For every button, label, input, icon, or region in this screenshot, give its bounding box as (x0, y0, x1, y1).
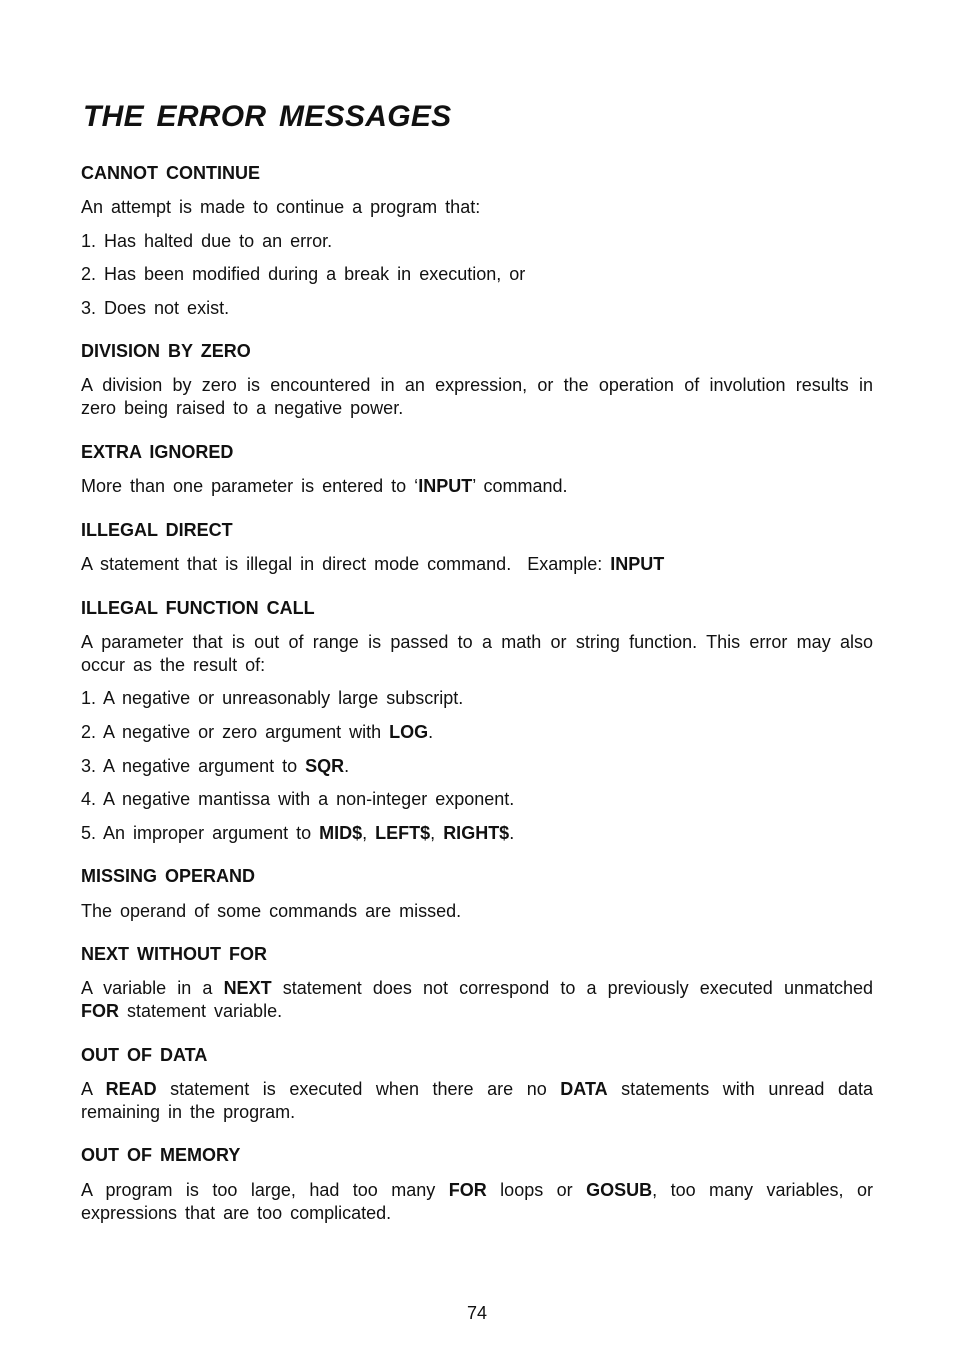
out-of-memory-text: A program is too large, had too many FOR loops or GOSUB, too many variables, or expressions that are too complicated. (81, 1180, 873, 1223)
heading-out-of-memory: OUT OF MEMORY (81, 1145, 241, 1165)
page-number: 74 (466, 1303, 488, 1323)
illegal-direct-text: A statement that is illegal in direct mode command. Example: INPUT (81, 554, 665, 574)
heading-illegal-function-call: ILLEGAL FUNCTION CALL (81, 598, 315, 618)
heading-illegal-direct: ILLEGAL DIRECT (81, 520, 233, 540)
illegal-function-call-item-2: 2. A negative or zero argument with LOG. (81, 722, 434, 742)
illegal-function-call-item-1: 1. A negative or unreasonably large subscript. (81, 688, 464, 708)
illegal-function-call-item-4: 4. A negative mantissa with a non-integer exponent. (81, 789, 515, 809)
keyword-right: RIGHT$ (443, 823, 510, 843)
heading-extra-ignored: EXTRA IGNORED (81, 442, 234, 462)
keyword-read: READ (105, 1079, 157, 1099)
keyword-data: DATA (560, 1079, 608, 1099)
keyword-for: FOR (448, 1180, 487, 1200)
keyword-left: LEFT$ (375, 823, 431, 843)
heading-out-of-data: OUT OF DATA (81, 1045, 208, 1065)
heading-cannot-continue: CANNOT CONTINUE (81, 163, 260, 183)
keyword-for: FOR (81, 1001, 119, 1021)
keyword-input: INPUT (418, 476, 473, 496)
illegal-function-call-item-3: 3. A negative argument to SQR. (81, 756, 350, 776)
keyword-gosub: GOSUB (586, 1180, 653, 1200)
illegal-function-call-item-5: 5. An improper argument to MID$, LEFT$, RIGHT$. (81, 823, 515, 843)
next-without-for-text: A variable in a NEXT statement does not correspond to a previously executed unmatched FOR statement variable. (81, 978, 873, 1021)
illegal-function-call-intro: A parameter that is out of range is passed to a math or string function. This error may also occur as the result of: (81, 632, 873, 675)
missing-operand-text: The operand of some commands are missed. (81, 901, 462, 921)
keyword-sqr: SQR (305, 756, 345, 776)
cannot-continue-item-1: 1. Has halted due to an error. (81, 231, 333, 251)
heading-next-without-for: NEXT WITHOUT FOR (81, 944, 267, 964)
heading-missing-operand: MISSING OPERAND (81, 866, 256, 886)
extra-ignored-text: More than one parameter is entered to ‘INPUT’ command. (81, 476, 568, 496)
out-of-data-text: A READ statement is executed when there are no DATA statements with unread data remaining in the program. (81, 1079, 874, 1122)
heading-division-by-zero: DIVISION BY ZERO (81, 341, 251, 361)
cannot-continue-item-3: 3. Does not exist. (81, 298, 230, 318)
keyword-next: NEXT (223, 978, 272, 998)
page-title: THE ERROR MESSAGES (83, 100, 452, 133)
division-by-zero-text: A division by zero is encountered in an expression, or the operation of involution results in zero being raised to a negative power. (81, 375, 873, 418)
keyword-log: LOG (389, 722, 429, 742)
keyword-mid: MID$ (319, 823, 363, 843)
cannot-continue-item-2: 2. Has been modified during a break in execution, or (81, 264, 526, 284)
cannot-continue-intro: An attempt is made to continue a program that: (81, 197, 481, 217)
keyword-input: INPUT (610, 554, 665, 574)
